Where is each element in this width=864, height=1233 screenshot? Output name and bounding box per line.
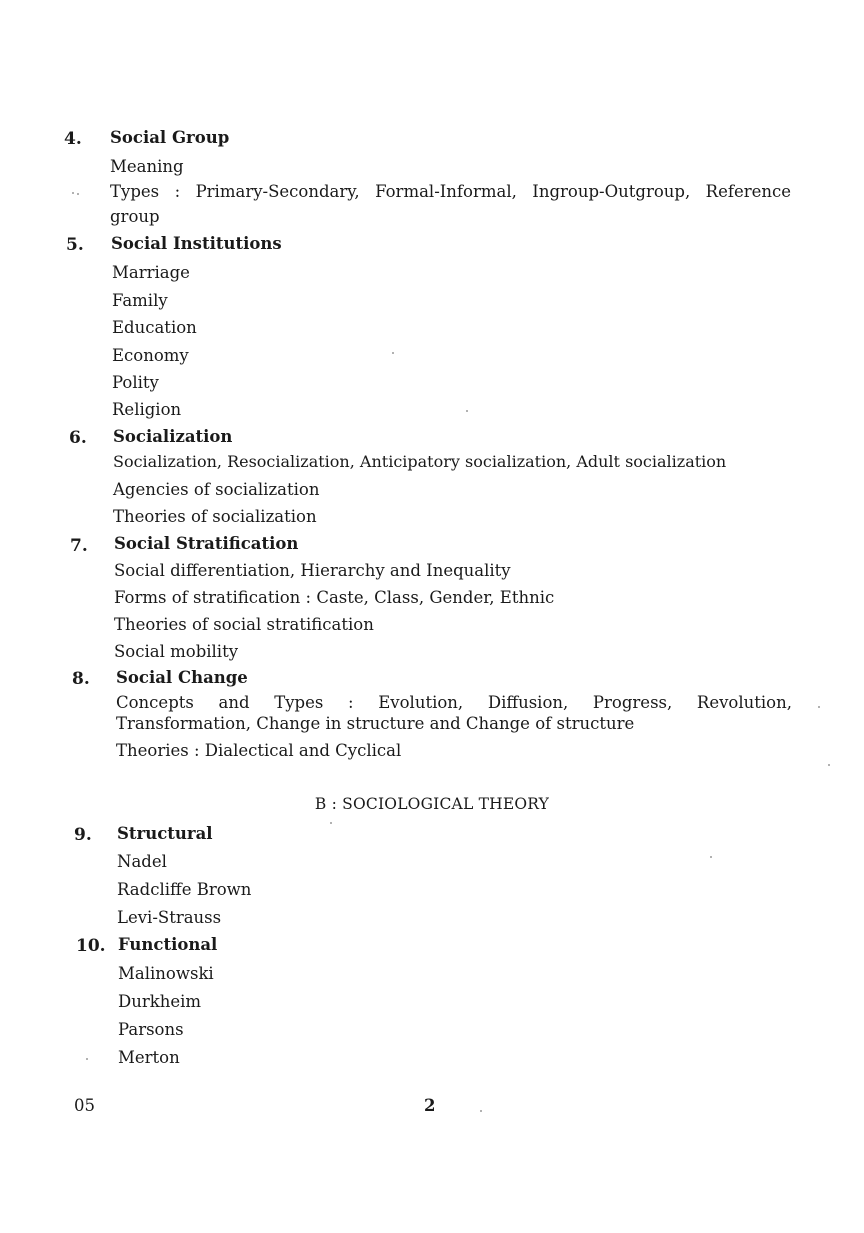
- list-item: Radcliffe Brown: [117, 880, 252, 899]
- scan-speck: [466, 410, 468, 412]
- page-number: 2: [424, 1096, 436, 1115]
- section-number: 7.: [70, 536, 88, 556]
- list-item: Malinowski: [118, 964, 214, 983]
- list-item: Economy: [112, 346, 189, 365]
- scan-speck: [392, 352, 394, 354]
- section-heading: Social Group: [110, 128, 230, 147]
- section-number: 9.: [74, 825, 92, 845]
- list-item: Parsons: [118, 1020, 184, 1039]
- list-item: Concepts and Types : Evolution, Diffusion, Progress, Revolution,: [116, 693, 792, 712]
- scan-speck: [710, 856, 712, 858]
- list-item: Transformation, Change in structure and Change of structure: [116, 714, 635, 733]
- list-item: Social differentiation, Hierarchy and Inequality: [114, 561, 511, 580]
- scan-speck: [72, 192, 74, 194]
- scan-speck: [828, 764, 830, 766]
- section-heading: Social Stratification: [114, 534, 299, 553]
- section-number: 10.: [76, 936, 106, 956]
- scan-speck: [818, 706, 820, 708]
- section-heading: Socialization: [113, 427, 233, 446]
- list-item: Religion: [112, 400, 182, 419]
- list-item: group: [110, 207, 160, 226]
- scan-speck: [77, 193, 79, 195]
- section-number: 5.: [66, 235, 84, 255]
- list-item: Forms of stratification : Caste, Class, Gender, Ethnic: [114, 588, 555, 607]
- section-heading: Social Change: [116, 668, 248, 687]
- list-item: Nadel: [117, 852, 167, 871]
- list-item: Theories : Dialectical and Cyclical: [116, 741, 402, 760]
- list-item: Marriage: [112, 263, 190, 282]
- section-heading: Functional: [118, 935, 218, 954]
- section-heading: Social Institutions: [111, 234, 282, 253]
- list-item: Theories of socialization: [113, 507, 317, 526]
- scan-speck: [480, 1110, 482, 1112]
- list-item: Meaning: [110, 157, 184, 176]
- section-number: 8.: [72, 669, 90, 689]
- scan-speck: [86, 1058, 88, 1060]
- part-title: B : SOCIOLOGICAL THEORY: [314, 795, 550, 813]
- list-item: Polity: [112, 373, 159, 392]
- list-item: Types : Primary-Secondary, Formal-Informal, Ingroup-Outgroup, Reference: [110, 182, 791, 201]
- list-item: Merton: [118, 1048, 180, 1067]
- list-item: Socialization, Resocialization, Anticipatory socialization, Adult socialization: [113, 452, 727, 471]
- list-item: Education: [112, 318, 197, 337]
- list-item: Durkheim: [118, 992, 202, 1011]
- list-item: Family: [112, 291, 168, 310]
- section-heading: Structural: [117, 824, 213, 843]
- list-item: Levi-Strauss: [117, 908, 222, 927]
- list-item: Theories of social stratification: [114, 615, 374, 634]
- footer-code: 05: [74, 1096, 95, 1115]
- list-item: Social mobility: [114, 642, 239, 661]
- section-number: 6.: [69, 428, 87, 448]
- scan-speck: [330, 822, 332, 824]
- section-number: 4.: [64, 129, 82, 149]
- list-item: Agencies of socialization: [113, 480, 320, 499]
